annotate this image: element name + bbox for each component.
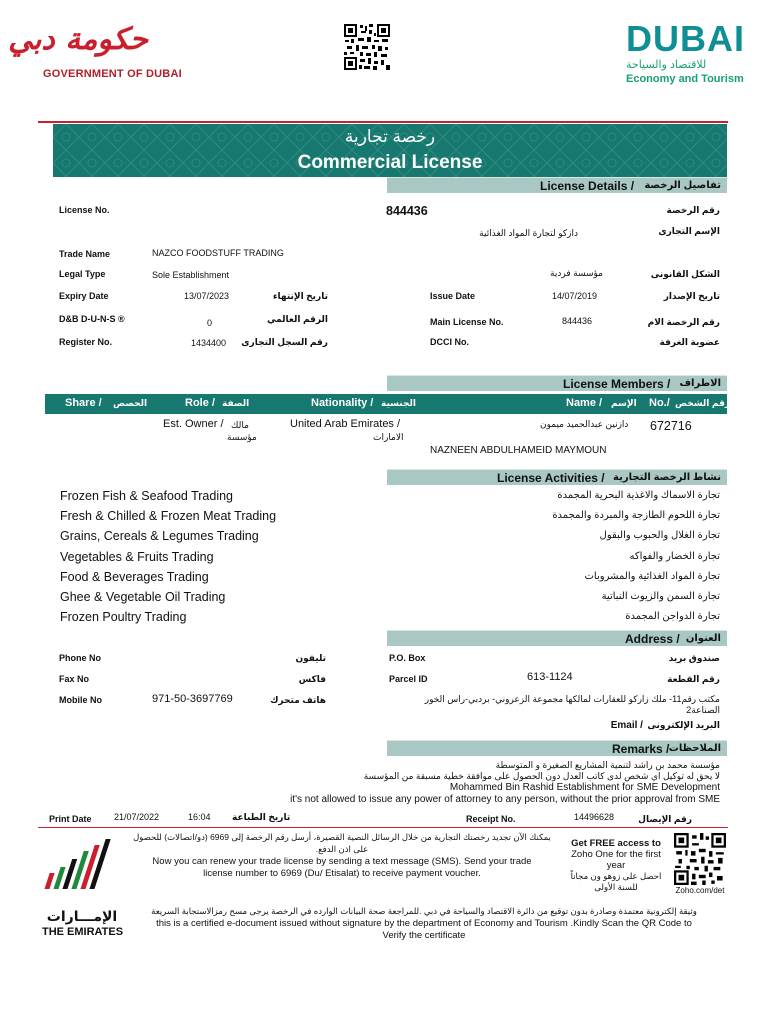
print-date-label: Print Date — [49, 814, 92, 824]
member-role-ar-2: مؤسسة — [227, 432, 257, 442]
mobile-label: Mobile No — [59, 695, 102, 705]
parcel-label: Parcel ID — [389, 674, 428, 684]
col-nationality-ar: الجنسية — [381, 398, 416, 408]
legal-type-ar-value: مؤسسة فردية — [550, 268, 603, 278]
col-name: Name / — [566, 397, 603, 409]
activity-item — [0, 610, 768, 630]
legal-type-value: Sole Establishment — [152, 270, 230, 280]
remarks-bar — [387, 740, 727, 756]
expiry-label: Expiry Date — [59, 291, 109, 301]
address-bar-en: Address / — [625, 632, 680, 646]
address-bar-ar: العنوان — [685, 633, 721, 644]
col-no: No./ — [649, 397, 670, 409]
emirates-flag-logo — [42, 835, 122, 907]
col-nationality: Nationality / — [311, 397, 374, 409]
phone-ar: تليفون — [295, 653, 326, 663]
trade-name-value: NAZCO FOODSTUFF TRADING — [152, 248, 284, 258]
zoho-en-line-3: year — [606, 860, 626, 871]
register-ar: رقم السجل التجارى — [241, 337, 328, 347]
col-share-ar: الحصص — [113, 398, 148, 408]
email-label-ar: البريد الإلكترونى — [647, 720, 720, 730]
remarks-en-line-2: it's not allowed to issue any power of attorney to any person, without the prior approval from SME — [290, 794, 720, 805]
member-nationality: United Arab Emirates / — [290, 418, 401, 430]
license-no-label: License No. — [59, 205, 110, 215]
mobile-value: 971-50-3697769 — [152, 693, 233, 705]
phone-label: Phone No — [59, 653, 101, 663]
print-date-ar: تاريخ الطباعة — [232, 812, 291, 822]
members-bar — [387, 375, 727, 391]
activity-en: Grains, Cereals & Legumes Trading — [60, 529, 259, 543]
receipt-label: Receipt No. — [466, 814, 516, 824]
gov-arabic-calligraphy: حكومة دبي — [8, 22, 148, 57]
activity-item — [0, 570, 768, 590]
trade-name-label: Trade Name — [59, 249, 111, 259]
activity-en: Food & Beverages Trading — [60, 570, 209, 584]
footer-red-divider — [38, 827, 728, 828]
col-no-ar: رقم الشخص — [675, 398, 731, 408]
zoho-ar-line-2: للسنة الأولى — [594, 882, 638, 892]
title-banner — [53, 124, 727, 177]
government-of-dubai-logo — [8, 22, 182, 82]
members-bar-en: License Members / — [563, 377, 671, 391]
zoho-en-line-1: Get FREE access to — [571, 838, 661, 849]
address-ar-line-1: مكتب رقم11- ملك زاركو للعقارات لمالكها مجموعة الزعروني- بردبي-راس الخور — [424, 694, 720, 704]
activity-en: Ghee & Vegetable Oil Trading — [60, 590, 226, 604]
zoho-promo[interactable] — [566, 838, 666, 896]
duns-value: 0 — [207, 318, 213, 328]
member-role: Est. Owner / — [163, 418, 224, 430]
col-name-ar: الإسم — [611, 398, 637, 408]
issue-value: 14/07/2019 — [552, 291, 598, 301]
pobox-ar: صندوق بريد — [668, 653, 720, 663]
dubai-arabic-subtitle: للاقتصاد والسياحة — [626, 59, 707, 71]
member-name-en: NAZNEEN ABDULHAMEID MAYMOUN — [430, 445, 607, 456]
activity-item — [0, 489, 768, 509]
main-license-ar: رقم الرخصة الام — [647, 317, 720, 327]
banner-title-arabic: رخصة تجارية — [344, 127, 436, 146]
activity-ar: تجارة السمن والزيوت النباتية — [601, 591, 720, 602]
member-no: 672716 — [650, 419, 692, 433]
duns-label: D&B D-U-N-S ® — [59, 314, 125, 324]
member-nationality-ar: الامارات — [373, 432, 404, 442]
address-bar — [387, 630, 727, 646]
email-label — [611, 715, 720, 733]
main-license-value: 844436 — [562, 316, 593, 326]
activities-bar-en: License Activities / — [497, 471, 605, 485]
renew-en-line-2: license number to 6969 (Du/ Etisalat) to receive payment voucher. — [203, 868, 481, 879]
activity-en: Frozen Fish & Seafood Trading — [60, 489, 234, 503]
renew-ar-line-2: على اذن الدفع. — [315, 844, 369, 854]
emirates-arabic: الإمـــارات — [46, 908, 118, 924]
receipt-value: 14496628 — [574, 812, 615, 822]
register-value: 1434400 — [191, 338, 227, 348]
legal-type-label: Legal Type — [59, 269, 106, 279]
activity-en: Vegetables & Fruits Trading — [60, 550, 214, 564]
emirates-english: THE EMIRATES — [42, 926, 124, 938]
pobox-label: P.O. Box — [389, 653, 426, 663]
expiry-value: 13/07/2023 — [184, 291, 230, 301]
activity-en: Fresh & Chilled & Frozen Meat Trading — [60, 509, 277, 523]
duns-ar: الرقم العالمي — [267, 314, 328, 324]
license-details-bar — [387, 177, 727, 193]
trade-name-ar-value: دازكو لتجارة المواد الغذائية — [479, 228, 578, 238]
remarks-en-line-1: Mohammed Bin Rashid Establishment for SME Development — [449, 782, 720, 793]
col-share: Share / — [65, 397, 102, 409]
activity-ar: تجارة المواد الغذائية والمشروبات — [584, 571, 720, 582]
trade-name-ar-label: الإسم التجارى — [658, 226, 720, 236]
print-date-value: 21/07/2022 — [114, 812, 160, 822]
license-no-value: 844436 — [386, 204, 428, 218]
activity-ar: تجارة الخضار والفواكه — [629, 551, 720, 562]
expiry-ar: تاريخ الإنتهاء — [272, 291, 328, 301]
member-name-ar: دازنين عبدالحميد ميمون — [540, 419, 629, 429]
zoho-ar-line-1: احصل على زوهو ون مجاناً — [570, 871, 662, 881]
renew-en-line-1: Now you can renew your trade license by sending a text message (SMS). Send your trade — [152, 856, 532, 867]
certificate-ar: وثيقة إلكترونية معتمدة وصادرة بدون توقيع من دائرة الاقتصاد والسياحة في دبي .للمراجعة صحة البيانات الوارده في الرخصة يرجى مسح رمزالاستجابة السريعة — [151, 906, 697, 916]
dcci-label: DCCI No. — [430, 337, 469, 347]
mobile-ar: هاتف متحرك — [270, 695, 326, 705]
activity-item — [0, 509, 768, 529]
activity-ar: تجارة الدواجن المجمدة — [625, 611, 720, 622]
register-label: Register No. — [59, 337, 113, 347]
remarks-bar-en: Remarks / — [612, 742, 670, 756]
remarks-bar-ar: الملاحظات — [668, 743, 721, 754]
gov-english-name: GOVERNMENT OF DUBAI — [43, 68, 182, 80]
parcel-ar: رقم القطعة — [667, 674, 720, 684]
remarks-ar-line-2: لا يحق له توكيل اي شخص لدى كاتب العدل دون الحصول على موافقة خطية مسبقة من المؤسسة — [363, 771, 720, 781]
banner-title-english: Commercial License — [297, 152, 483, 173]
dubai-wordmark: DUBAI — [626, 18, 745, 59]
members-table-header — [45, 394, 731, 414]
dubai-english-subtitle: Economy and Tourism — [626, 73, 744, 85]
license-details-bar-en: License Details / — [540, 179, 635, 193]
activity-ar: تجارة الغلال والحبوب والبقول — [599, 530, 720, 541]
main-license-label: Main License No. — [430, 317, 504, 327]
issue-ar: تاريخ الإصدار — [663, 291, 720, 301]
license-no-ar: رقم الرخصة — [666, 205, 720, 215]
email-label-en: Email / — [610, 720, 643, 731]
activities-bar — [387, 469, 727, 485]
activity-en: Frozen Poultry Trading — [60, 610, 187, 624]
zoho-link[interactable]: Zoho.com/det — [675, 886, 725, 895]
remarks-ar-line-1: مؤسسة محمد بن راشد لتنمية المشاريع الصغيرة و المتوسطة — [495, 760, 720, 770]
zoho-qr-code-icon[interactable] — [674, 833, 726, 885]
activity-item — [0, 550, 768, 570]
dubai-economy-logo — [624, 18, 745, 90]
receipt-ar: رقم الإيصال — [638, 814, 692, 824]
members-bar-ar: الاطراف — [679, 378, 721, 389]
red-divider — [38, 121, 728, 123]
zoho-en-line-2: Zoho One for the first — [571, 849, 661, 860]
fax-ar: فاكس — [298, 674, 326, 684]
certificate-en-line-2: Verify the certificate — [382, 930, 466, 941]
member-row — [45, 416, 727, 460]
activity-ar: تجارة اللحوم الطازجة والمبردة والمجمدة — [552, 510, 720, 521]
activity-ar: تجارة الاسماك والاغذية البحرية المجمدة — [557, 490, 720, 501]
legal-type-ar-label: الشكل القانونى — [650, 269, 720, 279]
col-role: Role / — [185, 397, 215, 409]
address-ar-line-2: الصناعة2 — [686, 705, 720, 715]
activity-item — [0, 590, 768, 610]
fax-label: Fax No — [59, 674, 90, 684]
certificate-en-line-1: this is a certified e-document issued without signature by the department of Economy and Tourism .Kindly Scan the QR Code to — [156, 918, 692, 929]
col-role-ar: الصفة — [222, 398, 250, 408]
member-role-ar: مالك — [231, 420, 249, 430]
renew-ar-line-1: بمكنك الآن تجديد رخصتك التجارية من خلال الرسائل النصية القصيرة، أرسل رقم الرخصة إلى 6969 (دو/اتصالات) للحصول — [133, 832, 551, 842]
print-time-value: 16:04 — [188, 812, 211, 822]
parcel-value: 613-1124 — [527, 671, 573, 683]
dcci-ar: عضوية الغرفة — [659, 337, 720, 347]
activity-item — [0, 529, 768, 549]
issue-label: Issue Date — [430, 291, 476, 301]
license-details-bar-ar: تفاصيل الرخصة — [644, 180, 721, 191]
qr-code-icon — [344, 24, 390, 70]
activities-bar-ar: نشاط الرخصة التجارية — [613, 472, 721, 483]
